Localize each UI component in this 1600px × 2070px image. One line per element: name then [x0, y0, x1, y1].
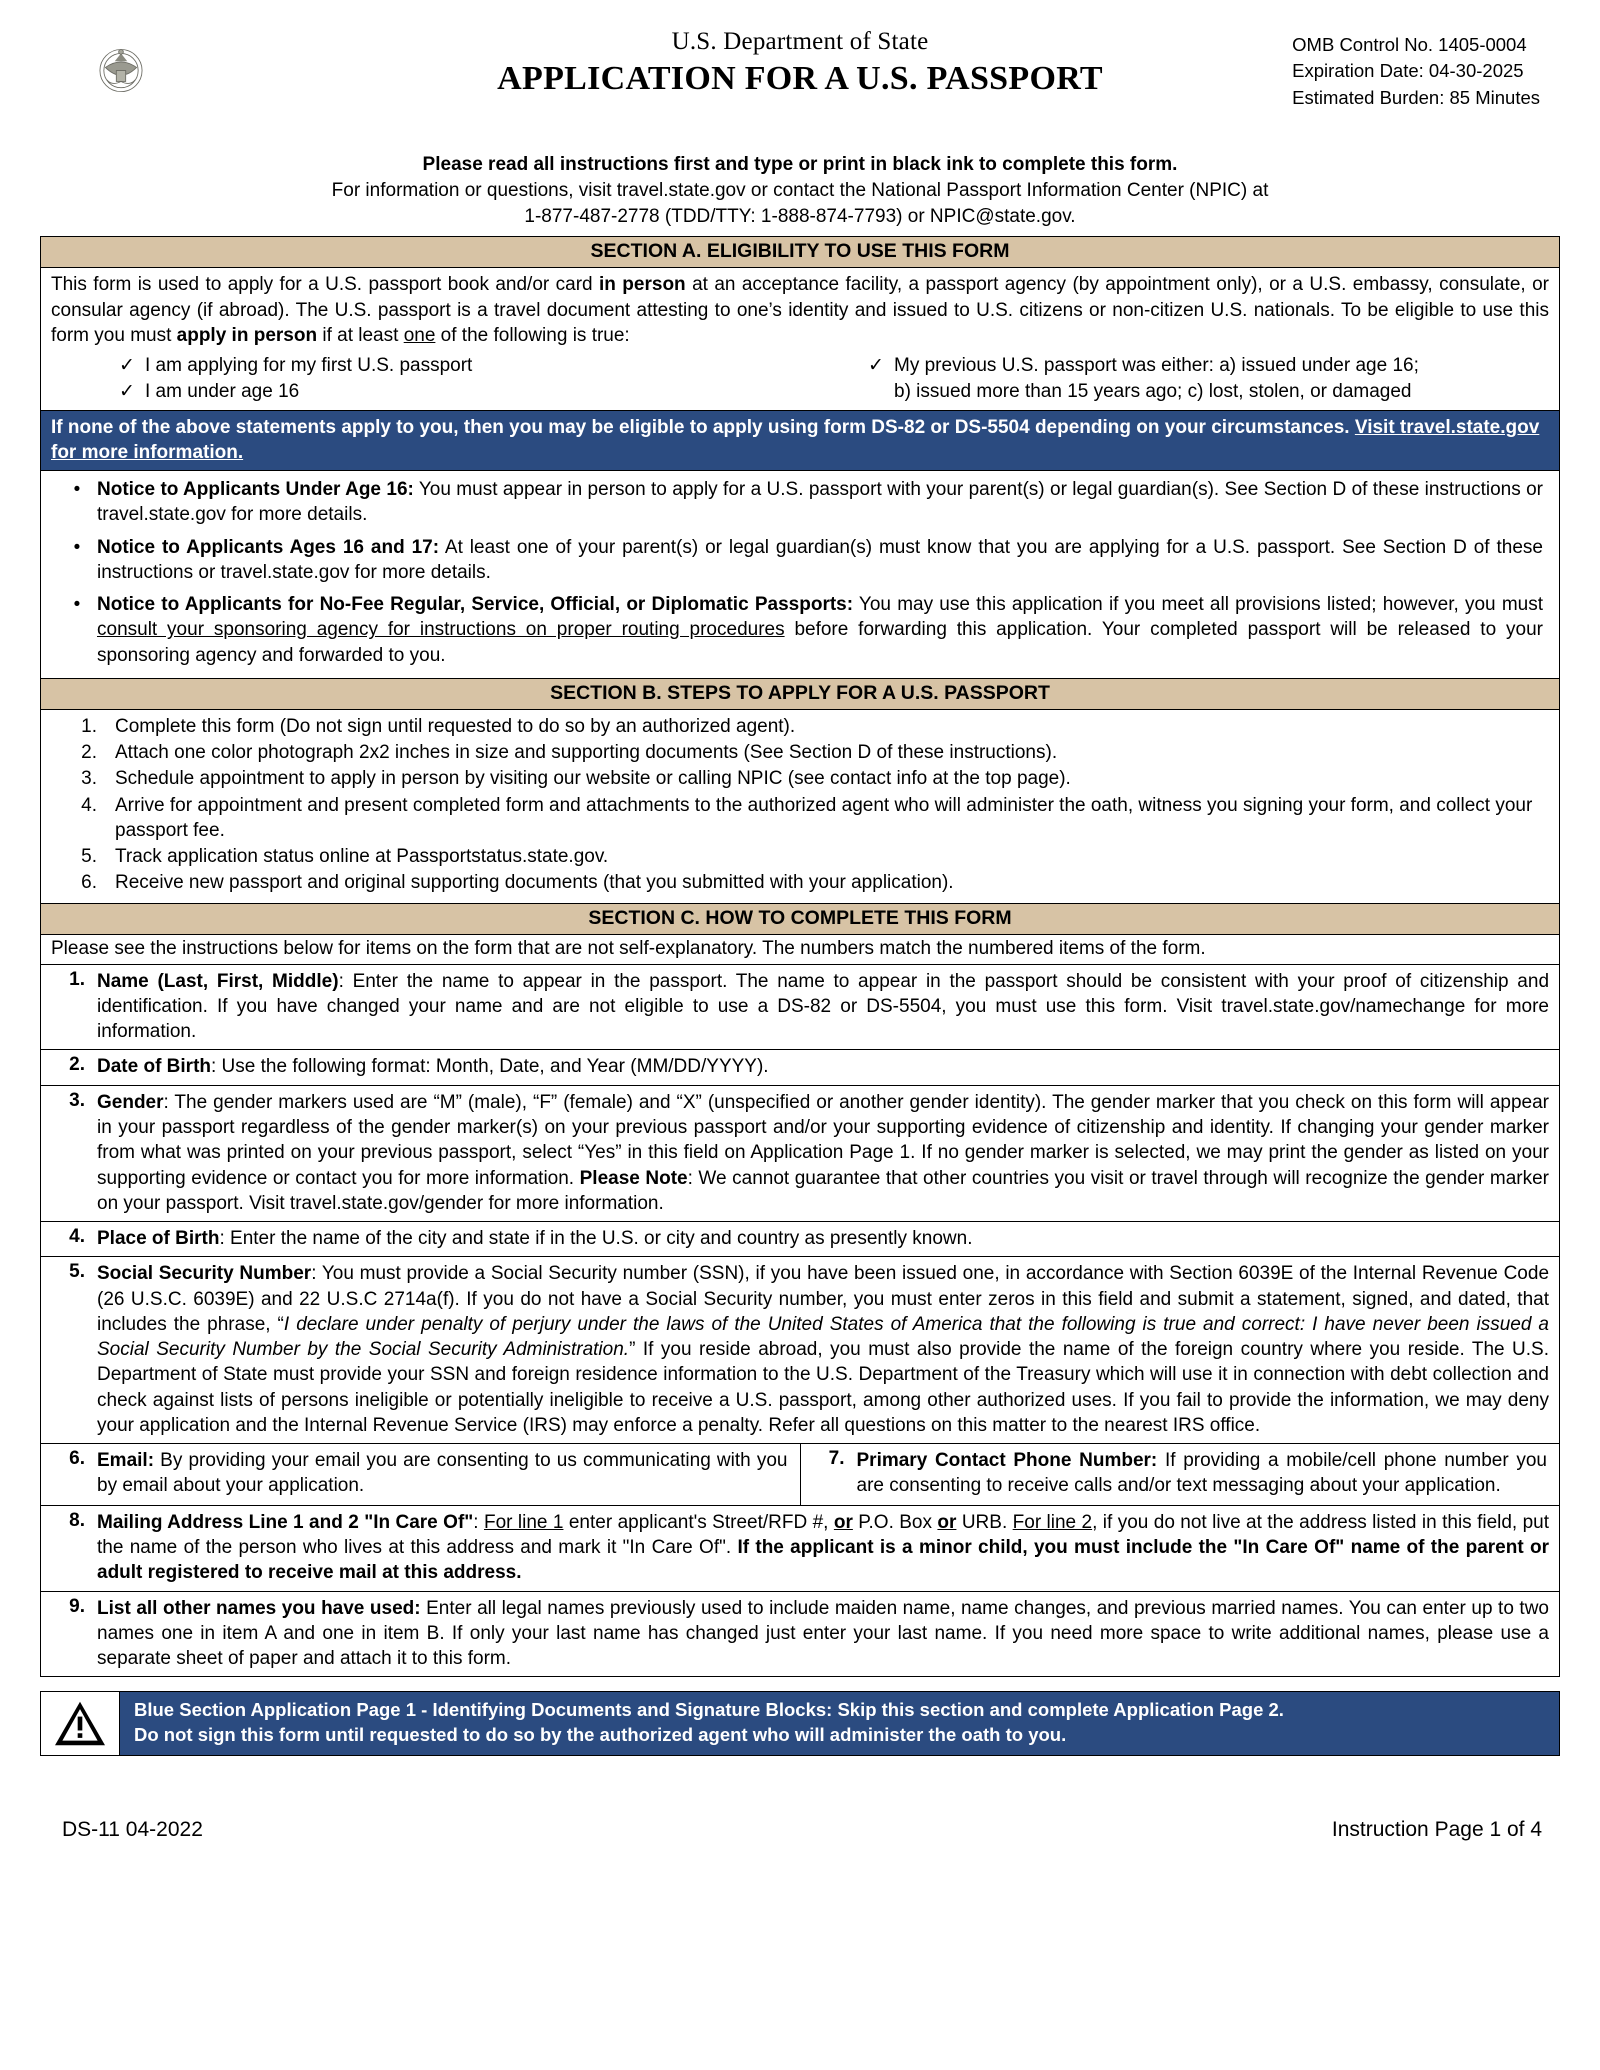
item-9-text: [97, 1592, 1559, 1677]
item-3-number: 3.: [69, 1089, 85, 1111]
form-identifier: DS-11 04-2022: [62, 1817, 203, 1841]
eligibility-item-label: I am applying for my first U.S. passport: [145, 355, 473, 377]
eligibility-column-right: [800, 353, 1549, 404]
notice-under-16-text: [97, 477, 1543, 528]
eligibility-item-label: I am under age 16: [145, 380, 300, 402]
notice-no-fee-underline: consult your sponsoring agency for instructions on proper routing procedures: [97, 619, 785, 641]
section-b-steps: [41, 710, 1559, 903]
item-6-7-row: [41, 1444, 1559, 1506]
eligibility-column-left: [51, 353, 800, 404]
notice-no-fee-text: [97, 592, 1543, 668]
step-text: Schedule appointment to apply in person by visiting our website or calling NPIC (see contact info at the top page).: [115, 768, 1071, 790]
checkmark-icon: ✓: [119, 355, 135, 377]
page-footer: [40, 1818, 1560, 1842]
item-6-number: 6.: [69, 1448, 85, 1470]
step-item: [57, 740, 1543, 765]
section-b-band: SECTION B. STEPS TO APPLY FOR A U.S. PASSPORT: [41, 678, 1559, 710]
item-2-text: [97, 1050, 1559, 1084]
item-7-body: If providing a mobile/cell phone number you are consenting to receive calls and/or text messaging about your application.: [856, 1450, 1547, 1497]
item-3-gender: [41, 1086, 1559, 1222]
ds82-notice-text: If none of the above statements apply to you, then you may be eligible to apply using form DS-82 or DS-5504 depending on your circumstances.: [51, 416, 1355, 438]
item-7-number: 7.: [828, 1448, 845, 1470]
item-4-title: Place of Birth: [97, 1228, 220, 1250]
notice-no-fee-body-2: before forwarding this application. Your completed passport will be released to your sponsoring agency and forwarded to you.: [97, 619, 1543, 666]
bullet-icon: •: [73, 478, 81, 500]
item-4-place-of-birth: [41, 1222, 1559, 1257]
item-1-title: Name (Last, First, Middle): [97, 970, 339, 992]
item-6-title: Email:: [97, 1450, 155, 1472]
notice-ages-16-17-text: [97, 535, 1543, 586]
section-a-band: SECTION A. ELIGIBILITY TO USE THIS FORM: [41, 237, 1559, 268]
notice-no-fee-body: You may use this application if you meet all provisions listed; however, you must: [853, 594, 1543, 616]
page-number: Instruction Page 1 of 4: [1331, 1817, 1542, 1841]
item-3-body: : The gender markers used are “M” (male), “F” (female) and “X” (unspecified or another gender identity). The gender marker that you check on this form will appear in your passport regardless of the gender marker(s) on your previous passport and/or your supporting evidence of citizenship and identity. If changing your gender marker from what was printed on your previous passport, select “Yes” in this field on Application Page 1. If no gender marker is selected, we may print the gender as listed on your supporting evidence or contact you for more information.: [97, 1091, 1549, 1189]
notice-no-fee-passports: [57, 592, 1543, 668]
signature-warning-line-1: Blue Section Application Page 1 - Identifying Documents and Signature Blocks: Skip this section and complete Application Page 2.: [134, 1699, 1284, 1721]
step-item: [57, 793, 1543, 844]
signature-warning-line-2: Do not sign this form until requested to do so by the authorized agent who will administer the oath to you.: [134, 1724, 1067, 1746]
notice-under-16-title: Notice to Applicants Under Age 16:: [97, 478, 414, 500]
item-3-title: Gender: [97, 1091, 164, 1113]
ds82-notice-link[interactable]: Visit travel.state.gov for more information.: [51, 416, 1540, 463]
notice-under-16-body: You must appear in person to apply for a U.S. passport with your parent(s) or legal guardian(s). See Section D of these instructions or travel.state.gov for more details.: [97, 478, 1544, 526]
step-number: 1.: [81, 715, 97, 737]
item-6-text: [97, 1448, 792, 1499]
eligibility-item: [119, 353, 800, 378]
step-item: [57, 844, 1543, 869]
item-4-text: [97, 1222, 1559, 1256]
item-5-declaration: I declare under penalty of perjury under the laws of the United States of America that the following is true and correct: I have never been issued a Social Security Number by the Social Security Administration.: [97, 1313, 1549, 1361]
omb-info: [1292, 32, 1540, 111]
item-1-number: 1.: [69, 968, 85, 990]
bullet-icon: •: [73, 536, 81, 558]
item-1-body: : Enter the name to appear in the passport. The name to appear in the passport should be consistent with your proof of citizenship and identification. If you have changed your name and are not eligible to use a DS-82 or DS-5504, you must use this form. Visit travel.state.gov/namechange for more information.: [97, 970, 1550, 1043]
item-8-body: :: [473, 1511, 484, 1533]
read-instructions-line-1: Please read all instructions first and type or print in black ink to complete this form.: [422, 154, 1178, 175]
item-8-mailing-address: [41, 1506, 1559, 1592]
item-2-body: : Use the following format: Month, Date, and Year (MM/DD/YYYY).: [211, 1056, 769, 1078]
step-number: 6.: [81, 872, 97, 894]
item-8-body-3: P.O. Box: [852, 1511, 938, 1533]
item-7-text: [857, 1448, 1552, 1499]
item-9-other-names: [41, 1592, 1559, 1677]
eligibility-item-label: b) issued more than 15 years ago; c) lost, stolen, or damaged: [894, 380, 1412, 402]
item-9-title: List all other names you have used:: [97, 1597, 421, 1619]
item-5-body-2: ” If you reside abroad, you must also provide the name of the foreign country where you reside. The U.S. Department of State must provide your SSN and foreign residence information to the U.S. Department of the Treasury which will use it in connection with debt collection and check against lists of persons ineligible or potentially ineligible to receive a U.S. passport, among other authorized uses. If you fail to provide the information, we may deny your application and the Internal Revenue Service (IRS) may enforce a penalty. Refer all questions on this matter to the nearest IRS office.: [97, 1339, 1550, 1436]
notice-ages-16-17-body: At least one of your parent(s) or legal guardian(s) must know that you are applying for a U.S. passport. See Section D of these instructions or travel.state.gov for more details.: [97, 536, 1543, 583]
us-great-seal-icon: [82, 30, 160, 108]
item-7-phone: [801, 1444, 1560, 1505]
omb-control-number: OMB Control No. 1405-0004: [1292, 34, 1527, 55]
section-a-text-3: if at least: [317, 325, 404, 347]
item-6-body: By providing your email you are consenting to us communicating with you by email about your application.: [97, 1450, 788, 1497]
item-4-number: 4.: [69, 1226, 85, 1248]
notice-no-fee-title: Notice to Applicants for No-Fee Regular, Service, Official, or Diplomatic Passports:: [97, 594, 854, 616]
checkmark-icon: ✓: [868, 355, 884, 377]
item-3-please-note: Please Note: [579, 1167, 688, 1189]
item-6-email: [41, 1444, 801, 1505]
item-2-date-of-birth: [41, 1050, 1559, 1085]
eligibility-item: [868, 353, 1549, 378]
item-8-or-1: or: [833, 1511, 853, 1533]
notice-ages-16-17-title: Notice to Applicants Ages 16 and 17:: [97, 536, 440, 558]
read-instructions-block: [40, 152, 1560, 229]
notice-under-16: [57, 477, 1543, 528]
eligibility-item: [119, 379, 800, 404]
item-5-number: 5.: [69, 1261, 85, 1283]
section-a-bold-2: apply in person: [176, 325, 318, 347]
item-8-minor-note: If the applicant is a minor child, you must include the "In Care Of" name of the parent or adult registered to receive mail at this address.: [97, 1537, 1549, 1584]
step-item: [57, 870, 1543, 895]
step-text: Complete this form (Do not sign until requested to do so by an authorized agent).: [115, 715, 796, 737]
item-9-body: Enter all legal names previously used to include maiden name, name changes, and previous married names. You can enter up to two names one in item A and one in item B. If only your last name has changed just enter your last name. If you need more space to write additional names, please use a separate sheet of paper and attach it to this form.: [97, 1597, 1549, 1670]
item-1-name: [41, 965, 1559, 1051]
step-text: Receive new passport and original supporting documents (that you submitted with your application).: [115, 872, 954, 894]
ds82-eligibility-notice: [41, 410, 1559, 471]
section-a-text-1: This form is used to apply for a U.S. passport book and/or card: [51, 274, 600, 296]
item-8-line-1-label: For line 1: [483, 1511, 564, 1533]
item-3-text: [97, 1086, 1559, 1221]
eligibility-item: [868, 379, 1549, 404]
section-c-subhead: Please see the instructions below for items on the form that are not self-explanatory. The numbers match the numbered items of the form.: [41, 935, 1559, 965]
item-8-body-5: , if you do not live at the address listed in this field, put the name of the person who lives at this address and mark it "In Care Of".: [97, 1511, 1550, 1558]
checkmark-icon: ✓: [119, 380, 135, 402]
item-8-text: [97, 1506, 1559, 1591]
item-5-text: [97, 1257, 1559, 1443]
step-item: [57, 766, 1543, 791]
item-7-title: Primary Contact Phone Number:: [856, 1450, 1158, 1472]
section-c-band: SECTION C. HOW TO COMPLETE THIS FORM: [41, 903, 1559, 935]
item-8-body-4: URB.: [956, 1511, 1013, 1533]
warning-triangle-icon: [41, 1692, 120, 1755]
item-5-ssn: [41, 1257, 1559, 1444]
notice-ages-16-17: [57, 535, 1543, 586]
omb-estimated-burden: Estimated Burden: 85 Minutes: [1292, 86, 1540, 108]
step-number: 4.: [81, 794, 97, 816]
item-9-number: 9.: [69, 1595, 85, 1617]
section-a-underline-one: one: [403, 325, 436, 347]
item-8-body-2: enter applicant's Street/RFD #,: [563, 1511, 834, 1533]
read-instructions-line-2: For information or questions, visit travel.state.gov or contact the National Passport Information Center (NPIC) at: [331, 179, 1269, 201]
item-5-title: Social Security Number: [97, 1263, 312, 1285]
item-3-body-2: : We cannot guarantee that other countries you visit or travel through will recognize the gender marker on your passport. Visit travel.state.gov/gender for more information.: [97, 1167, 1549, 1214]
step-number: 5.: [81, 846, 97, 868]
item-8-or-2: or: [937, 1511, 957, 1533]
item-8-number: 8.: [69, 1509, 85, 1531]
document-title: APPLICATION FOR A U.S. PASSPORT: [497, 60, 1103, 97]
step-number: 3.: [81, 768, 97, 790]
step-text: Attach one color photograph 2x2 inches in size and supporting documents (See Section D of these instructions).: [115, 742, 1058, 764]
section-a-bold-1: in person: [599, 274, 686, 296]
item-5-body: : You must provide a Social Security number (SSN), if you have been issued one, in accordance with Section 6039E of the Internal Revenue Code (26 U.S.C. 6039E) and 22 U.S.C 2714a(f). If you do not have a Social Security number, you must enter zeros in this field and submit a statement, signed, and dated, that includes the phrase, “: [97, 1263, 1550, 1335]
section-a-text-2: at an acceptance facility, a passport agency (by appointment only), or a U.S. embassy, consulate, or consular agency (if abroad). The U.S. passport is a travel document attesting to one’s identity and issued to U.S. citizens or non-citizen U.S. nationals. To be eligible to use this form you must: [51, 274, 1549, 347]
step-text: Track application status online at Passportstatus.state.gov.: [115, 846, 609, 868]
item-2-title: Date of Birth: [97, 1056, 211, 1078]
item-1-text: [97, 965, 1559, 1050]
section-a-paragraph: [41, 268, 1559, 353]
item-8-title: Mailing Address Line 1 and 2 "In Care Of": [97, 1511, 474, 1533]
signature-warning-text: [120, 1692, 1559, 1755]
applicant-notices: [41, 471, 1559, 678]
step-text: Arrive for appointment and present completed form and attachments to the authorized agent who will administer the oath, witness you signing your form, and collect your passport fee.: [115, 794, 1533, 841]
department-name: U.S. Department of State: [671, 28, 929, 55]
step-item: [57, 714, 1543, 739]
read-instructions-line-3: 1-877-487-2778 (TDD/TTY: 1-888-874-7793) or NPIC@state.gov.: [524, 205, 1076, 227]
document-header: [40, 22, 1560, 140]
item-8-line-2-label: For line 2: [1012, 1511, 1093, 1533]
eligibility-checklist: [41, 353, 1559, 410]
eligibility-item-label: My previous U.S. passport was either: a) issued under age 16;: [894, 355, 1419, 377]
instructions-body: [40, 236, 1560, 1677]
item-4-body: : Enter the name of the city and state if in the U.S. or city and country as presently known.: [219, 1228, 973, 1250]
step-number: 2.: [81, 742, 97, 764]
omb-expiration-date: Expiration Date: 04-30-2025: [1292, 60, 1524, 82]
section-a-text-4: of the following is true:: [435, 325, 630, 347]
item-2-number: 2.: [69, 1054, 85, 1076]
bullet-icon: •: [73, 594, 81, 616]
signature-warning: [40, 1691, 1560, 1756]
